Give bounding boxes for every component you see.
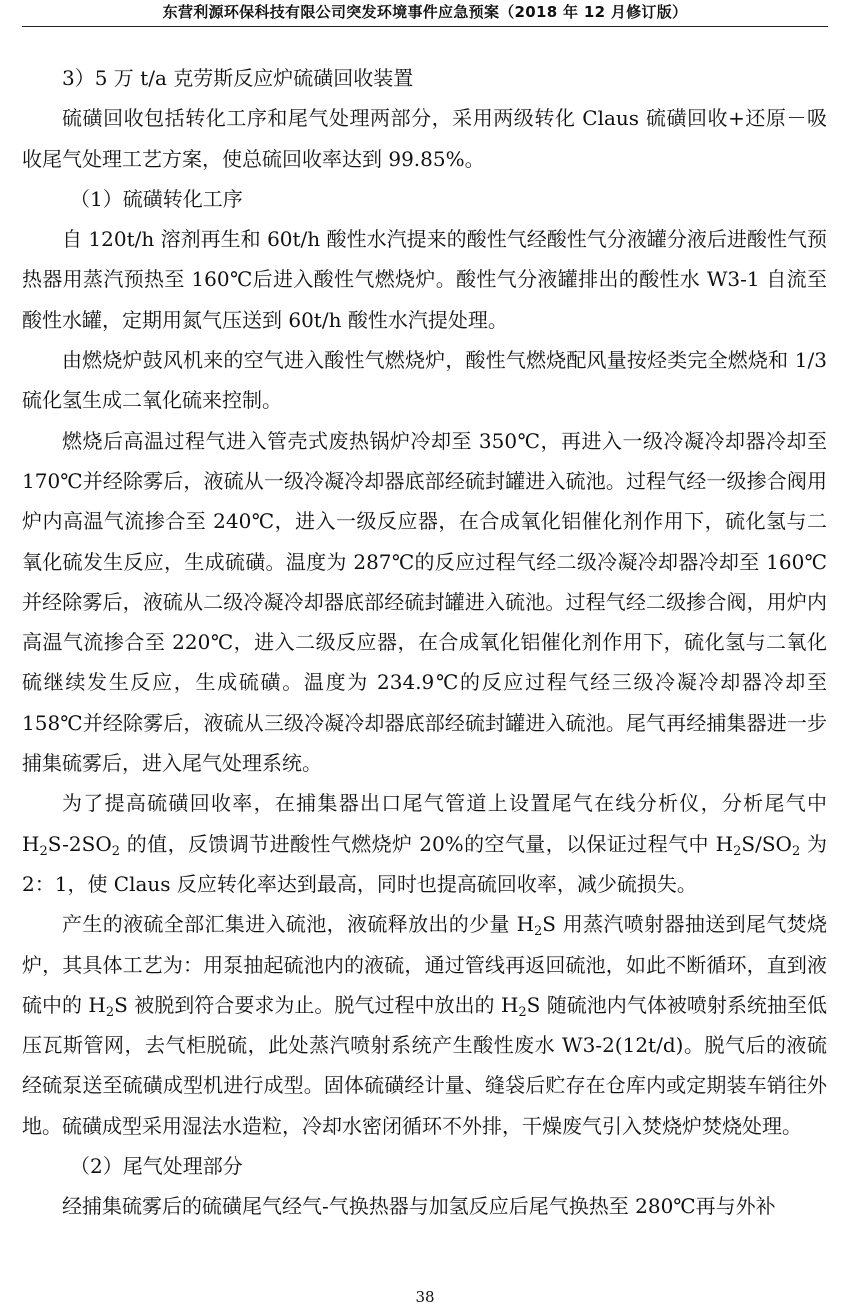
paragraph-acid-gas-feed: 自 120t/h 溶剂再生和 60t/h 酸性水汽提来的酸性气经酸性气分液罐分液后进酸性气预热器用蒸汽预热至 160℃后进入酸性气燃烧炉。酸性气分液罐排出的酸性水 W3-1 自流至酸性水罐，定期用氮气压送到 60t/h 酸性水汽提处理。	[22, 227, 827, 332]
paragraph-liquid-sulfur: 产生的液硫全部汇集进入硫池，液硫释放出的少量 $H_2S$ 用蒸汽喷射器抽送到尾气焚烧炉，其具体工艺为：用泵抽起硫池内的液硫，通过管线再返回硫池，如此不断循环，直到液硫中的 $H_2S$ 被脱到符合要求为止。脱气过程中放出的 $H_2S$ 随硫池内气体被喷射系统抽至低压瓦斯管网，去气柜脱硫，此处蒸汽喷射系统产生酸性废水 W3-2(12t/d)。脱气后的液硫经硫泵送至硫磺成型机进行成型。固体硫磺经计量、缝袋后贮存在仓库内或定期装车销往外地。硫磺成型采用湿法水造粒，冷却水密闭循环不外排，干燥废气引入焚烧炉焚烧处理。	[22, 912, 827, 1138]
section-title: 3）5 万 t/a 克劳斯反应炉硫磺回收装置	[62, 66, 414, 90]
paragraph-reaction-process: 燃烧后高温过程气进入管壳式废热锅炉冷却至 350℃，再进入一级冷凝冷却器冷却至 170℃并经除雾后，液硫从一级冷凝冷却器底部经硫封罐进入硫池。过程气经一级掺合阀用炉内高温气流掺合至 240℃，进入一级反应器，在合成氧化铝催化剂作用下，硫化氢与二氧化硫发生反应，生成硫磺。温度为 287℃的反应过程气经二级冷凝冷却器冷却至 160℃并经除雾后，液硫从二级冷凝冷却器底部经硫封罐进入硫池。过程气经二级掺合阀，用炉内高温气流掺合至 220℃，进入二级反应器，在合成氧化铝催化剂作用下，硫化氢与二氧化硫继续发生反应，生成硫磺。温度为 234.9℃的反应过程气经三级冷凝冷却器冷却至 158℃并经除雾后，液硫从三级冷凝冷却器底部经硫封罐进入硫池。尾气再经捕集器进一步捕集硫雾后，进入尾气处理系统。	[22, 428, 827, 776]
page-number: 38	[415, 1288, 435, 1306]
paragraph-online-analyzer: 为了提高硫磺回收率，在捕集器出口尾气管道上设置尾气在线分析仪，分析尾气中 $H_2S-2SO_2$ 的值，反馈调节进酸性气燃烧炉 20%的空气量，以保证过程气中 $H_2S/SO_2$ 为 2：1，使 Claus 反应转化率达到最高，同时也提高硫回收率，减少硫损失。	[22, 791, 827, 896]
paragraph-tail-gas: 经捕集硫雾后的硫磺尾气经气-气换热器与加氢反应后尾气换热至 280℃再与外补	[62, 1194, 776, 1219]
paragraph-overview: 硫磺回收包括转化工序和尾气处理两部分，采用两级转化 Claus 硫磺回收+还原－吸收尾气处理工艺方案，使总硫回收率达到 99.85%。	[22, 106, 827, 171]
header-title: 东营利源环保科技有限公司突发环境事件应急预案（2018 年 12 月修订版）	[162, 3, 688, 21]
page-header	[22, 0, 828, 27]
subsection-title-conversion: （1）硫磺转化工序	[70, 186, 243, 211]
subsection-title-tail-gas: （2）尾气处理部分	[70, 1154, 243, 1179]
page-footer	[0, 1288, 850, 1306]
paragraph-air-supply: 由燃烧炉鼓风机来的空气进入酸性气燃烧炉，酸性气燃烧配风量按烃类完全燃烧和 1/3 硫化氢生成二氧化硫来控制。	[22, 348, 827, 413]
document-body	[22, 58, 827, 1227]
